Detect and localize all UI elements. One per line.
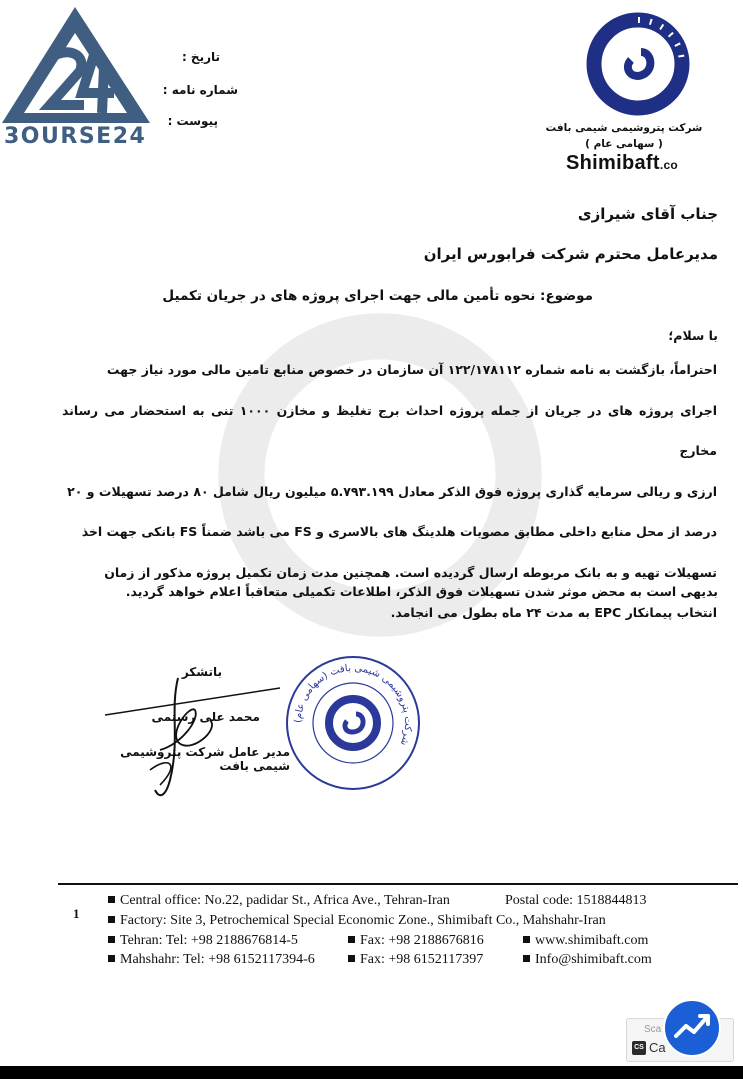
- bullet-icon: [523, 936, 530, 943]
- page-number: 1: [73, 906, 80, 921]
- camscanner-badge: Sca CS Ca: [626, 1018, 734, 1062]
- company-name-fa: شرکت پتروشیمی شیمی بافت ( سهامی عام ): [545, 122, 703, 150]
- footer-mahshahr-tel: Mahshahr: Tel: +98 6152117394-6: [108, 952, 315, 968]
- letter-subject: موضوع: نحوه تأمین مالی جهت اجرای پروژه های در جریان تکمیل: [162, 288, 593, 304]
- recipient-name: جناب آقای شیرازی: [577, 205, 718, 223]
- body-line: تسهیلات تهیه و به بانک مربوطه ارسال گردیده است. همچنین مدت زمان تکمیل پروژه مذکور از زمان: [104, 564, 717, 580]
- handwritten-signature-icon: [100, 660, 290, 800]
- footer-tehran-fax: Fax: +98 2188676816: [348, 933, 484, 949]
- footer-tehran-tel: Tehran: Tel: +98 2188676814-5: [108, 933, 298, 949]
- trend-up-icon: [662, 998, 722, 1058]
- footer-divider: [58, 883, 738, 885]
- body-line: اجرای پروژه های در جریان از جمله پروژه احداث برج تغلیظ و مخازن ۱۰۰۰ تنی به استحضار می رساند مخارج: [62, 402, 717, 458]
- bullet-icon: [108, 955, 115, 962]
- greeting: با سلام؛: [668, 328, 718, 343]
- footer-postal-code: Postal code: 1518844813: [505, 893, 647, 908]
- stamp-text: شرکت پتروشیمی شیمی بافت (سهامی عام): [292, 662, 414, 747]
- footer-central-office: Central office: No.22, padidar St., Africa Ave., Tehran-Iran: [108, 893, 450, 909]
- bourse24-wordmark: 3OURSE24: [4, 124, 147, 149]
- shimibaft-logo-icon: [583, 12, 693, 116]
- letter-number-label: شماره نامه :: [162, 83, 238, 97]
- body-line: احتراماً، بازگشت به نامه شماره ۱۲۲/۱۷۸۱۱۲ آن سازمان در خصوص منابع تامین مالی مورد نیاز جهت: [106, 362, 717, 377]
- company-name-en: Shimibaft.co: [566, 152, 679, 174]
- body-line: انتخاب پیمانکار EPC به مدت ۲۴ ماه بطول می انجامد.: [390, 605, 717, 620]
- body-line: ارزی و ریالی سرمایه گذاری پروژه فوق الذکر معادل ۵.۷۹۳.۱۹۹ میلیون ریال شامل ۸۰ درصد تسهیلات و ۲۰: [67, 483, 717, 499]
- signer-title: مدیر عامل شرکت پتروشیمی شیمی بافت: [120, 745, 290, 773]
- body-line: درصد از محل منابع داخلی مطابق مصوبات هلدینگ های بالاسری و FS می باشد ضمناً FS بانکی جهت اخذ: [81, 524, 717, 539]
- bullet-icon: [348, 936, 355, 943]
- signature-block: [80, 650, 290, 800]
- camscanner-icon: CS: [632, 1041, 646, 1055]
- recipient-title: مدیرعامل محترم شرکت فرابورس ایران: [423, 245, 718, 263]
- footer-factory: Factory: Site 3, Petrochemical Special Economic Zone., Shimibaft Co., Mahshahr-Iran: [108, 913, 606, 929]
- date-label: تاریخ :: [181, 50, 220, 64]
- signer-name: محمد علی رستمی: [151, 710, 260, 724]
- closing-sentence: بدیهی است به محض موثر شدن تسهیلات فوق الذکر، اطلاعات تکمیلی متعاقباً اعلام خواهد گردید.: [125, 584, 718, 599]
- bullet-icon: [523, 955, 530, 962]
- bottom-edge-bar: [0, 1066, 743, 1079]
- bullet-icon: [108, 916, 115, 923]
- footer-email: Info@shimibaft.com: [523, 952, 652, 968]
- bullet-icon: [348, 955, 355, 962]
- attachment-label: پیوست :: [167, 114, 218, 128]
- footer-mahshahr-fax: Fax: +98 6152117397: [348, 952, 483, 968]
- bullet-icon: [108, 936, 115, 943]
- bullet-icon: [108, 896, 115, 903]
- thanks-text: باتشکر: [181, 665, 222, 679]
- company-stamp-icon: [282, 652, 424, 794]
- footer-website: www.shimibaft.com: [523, 933, 648, 949]
